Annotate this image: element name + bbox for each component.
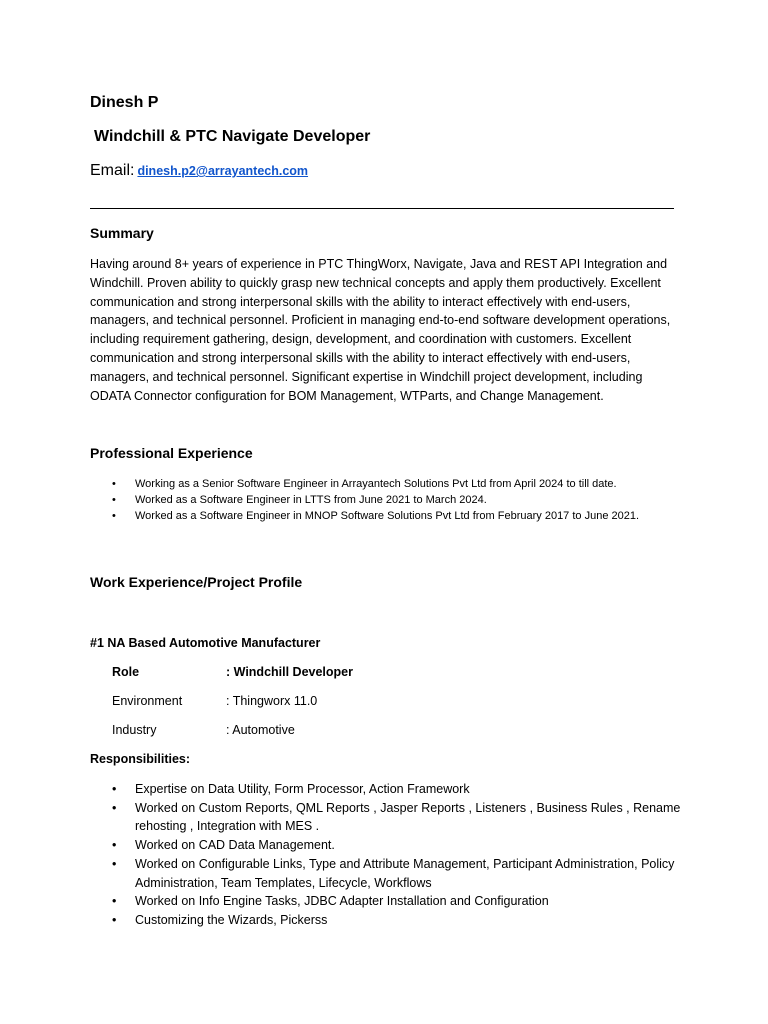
responsibility-item: • Customizing the Wizards, Pickerss bbox=[112, 911, 682, 930]
responsibilities-label: Responsibilities: bbox=[90, 752, 191, 766]
environment-row bbox=[112, 694, 317, 708]
role-row bbox=[112, 665, 353, 679]
responsibility-item: • Worked on Info Engine Tasks, JDBC Adapter Installation and Configuration bbox=[112, 892, 682, 911]
role-label: Role bbox=[112, 665, 140, 679]
experience-list bbox=[112, 476, 639, 524]
industry-value: : Automotive bbox=[226, 723, 295, 737]
industry-label: Industry bbox=[112, 723, 157, 737]
experience-item: • Worked as a Software Engineer in MNOP Software Solutions Pvt Ltd from February 2017 to June 2021. bbox=[112, 508, 639, 524]
summary-heading: Summary bbox=[90, 225, 154, 241]
responsibility-item: • Worked on CAD Data Management. bbox=[112, 836, 682, 855]
experience-item: • Worked as a Software Engineer in LTTS from June 2021 to March 2024. bbox=[112, 492, 639, 508]
environment-value: : Thingworx 11.0 bbox=[226, 694, 318, 708]
role-value: : Windchill Developer bbox=[226, 665, 353, 679]
responsibility-item: • Worked on Custom Reports, QML Reports , Jasper Reports , Listeners , Business Rules , Rename rehosting , Integration with MES . bbox=[112, 799, 682, 836]
experience-heading: Professional Experience bbox=[90, 445, 253, 461]
responsibility-item: • Worked on Configurable Links, Type and Attribute Management, Participant Administration, Policy Administration, Team Templates, Lifecycle, Workflows bbox=[112, 855, 682, 892]
summary-text: Having around 8+ years of experience in PTC ThingWorx, Navigate, Java and REST API Integration and Windchill. Proven ability to quickly grasp new technical concepts and apply them productively. Excellent communication and strong interpersonal skills with the ability to interact effectively with end-users, managers, and technical personnel. Proficient in managing end-to-end software development operations, including requirement gathering, design, development, and coordination with customers. Excellent communication and strong interpersonal skills with the ability to interact effectively with end-users, managers, and technical personnel. Significant expertise in Windchill project development, including ODATA Connector configuration for BOM Management, WTParts, and Change Management. bbox=[90, 257, 671, 403]
environment-label: Environment bbox=[112, 694, 183, 708]
experience-item: • Working as a Senior Software Engineer in Arrayantech Solutions Pvt Ltd from April 2024 to till date. bbox=[112, 476, 639, 492]
project-profile-heading: Work Experience/Project Profile bbox=[90, 574, 303, 590]
job-title: Windchill & PTC Navigate Developer bbox=[94, 128, 371, 145]
responsibilities-list bbox=[112, 780, 682, 930]
email-label: Email: bbox=[90, 162, 135, 179]
responsibility-item: • Expertise on Data Utility, Form Processor, Action Framework bbox=[112, 780, 682, 799]
industry-row bbox=[112, 723, 295, 737]
email-line bbox=[90, 162, 308, 180]
project-title: #1 NA Based Automotive Manufacturer bbox=[90, 636, 321, 650]
candidate-name: Dinesh P bbox=[90, 94, 159, 111]
horizontal-divider bbox=[90, 208, 674, 209]
email-link[interactable]: dinesh.p2@arrayantech.com bbox=[137, 164, 309, 178]
